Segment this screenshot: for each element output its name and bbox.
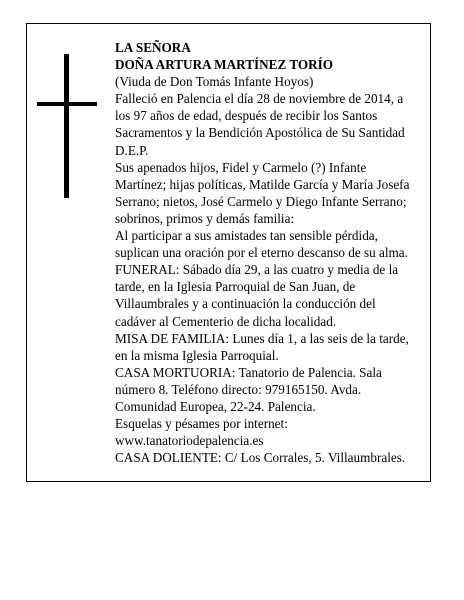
- notice-text: [115, 39, 425, 466]
- notice-line: FUNERAL: Sábado día 29, a las cuatro y media de la: [115, 262, 399, 278]
- notice-line: cadáver al Cementerio de dicha localidad.: [115, 313, 337, 329]
- notice-line: (Viuda de Don Tomás Infante Hoyos): [115, 74, 314, 90]
- notice-line: Sacramentos y la Bendición Apostólica de Su Santidad: [115, 125, 405, 141]
- cross-horizontal-bar: [37, 102, 97, 106]
- notice-line: Al participar a sus amistades tan sensible pérdida,: [115, 228, 378, 244]
- notice-line: D.E.P.: [115, 142, 149, 158]
- notice-line: número 8. Teléfono directo: 979165150. Avda.: [115, 381, 362, 397]
- notice-line: Esquelas y pésames por internet:: [115, 416, 288, 432]
- notice-line: www.tanatoriodepalencia.es: [115, 433, 264, 449]
- notice-heading-title: LA SEÑORA: [115, 40, 191, 55]
- notice-line: Sus apenados hijos, Fidel y Carmelo (?) Infante: [115, 159, 367, 175]
- notice-line: Serrano; nietos, José Carmelo y Diego Infante Serrano;: [115, 193, 407, 209]
- notice-line: Comunidad Europea, 22-24. Palencia.: [115, 398, 316, 414]
- notice-heading-name: DOÑA ARTURA MARTÍNEZ TORÍO: [115, 57, 334, 73]
- notice-line: MISA DE FAMILIA: Lunes día 1, a las seis de la tarde,: [115, 330, 409, 346]
- notice-line: CASA MORTUORIA: Tanatorio de Palencia. Sala: [115, 364, 382, 380]
- cross-icon: [37, 54, 97, 198]
- obituary-notice: [26, 23, 431, 482]
- notice-line: sobrinos, primos y demás familia:: [115, 210, 295, 226]
- notice-line: tarde, en la Iglesia Parroquial de San Juan, de: [115, 279, 356, 295]
- notice-line: Falleció en Palencia el día 28 de noviembre de 2014, a: [115, 91, 404, 107]
- notice-line: en la misma Iglesia Parroquial.: [115, 347, 279, 363]
- notice-line: Villaumbrales y a continuación la conducción del: [115, 296, 376, 312]
- notice-line: Martínez; hijas políticas, Matilde García y María Josefa: [115, 176, 410, 192]
- notice-line: los 97 años de edad, después de recibir los Santos: [115, 108, 378, 124]
- notice-line: suplican una oración por el eterno descanso de su alma.: [115, 245, 408, 261]
- cross-vertical-bar: [64, 54, 69, 198]
- notice-line: CASA DOLIENTE: C/ Los Corrales, 5. Villaumbrales.: [115, 450, 406, 466]
